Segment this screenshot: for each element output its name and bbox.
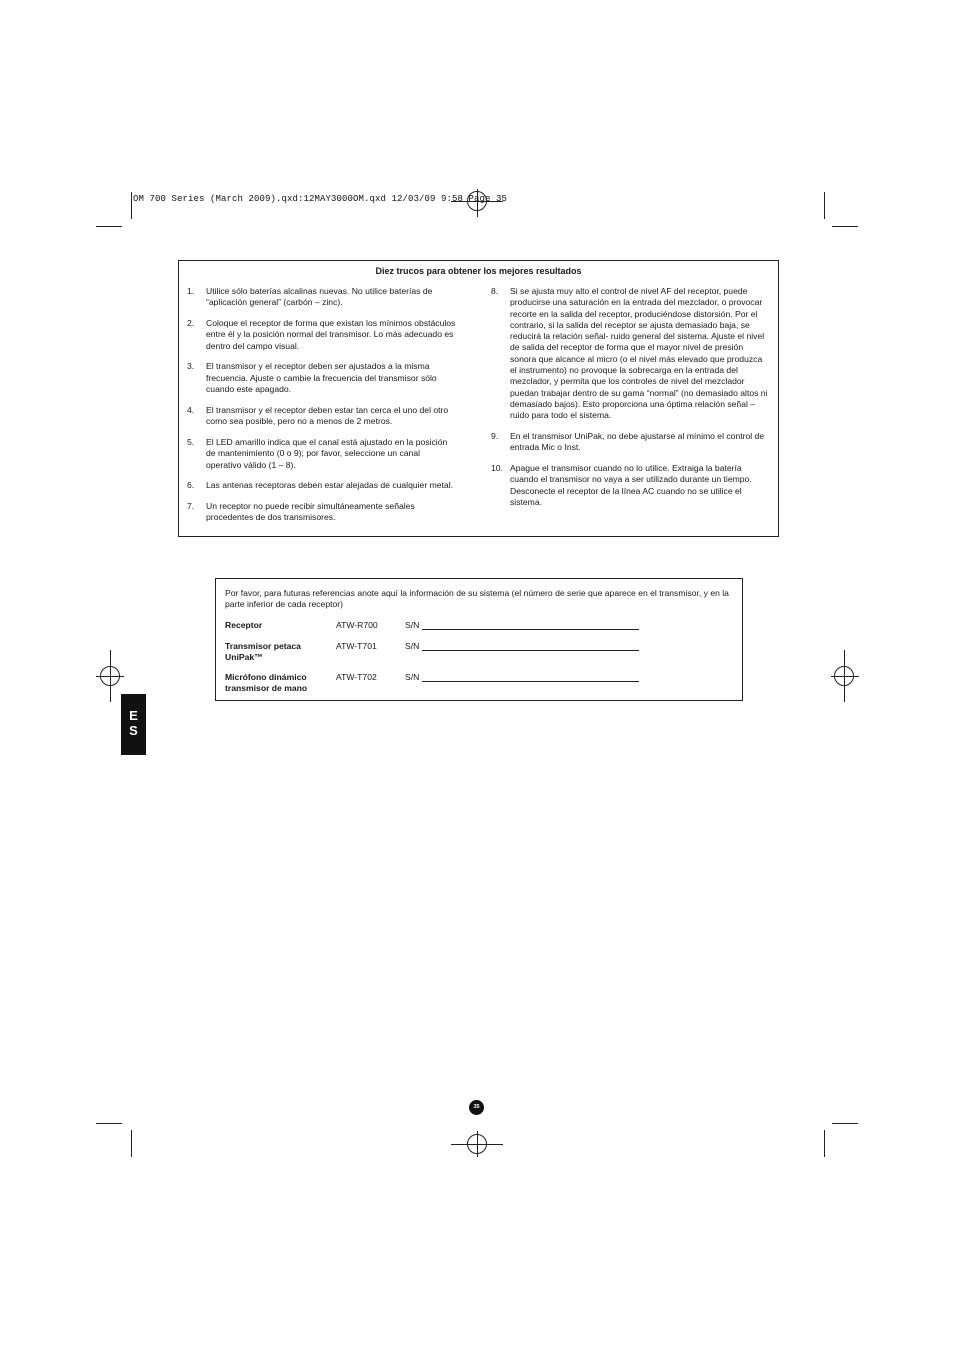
tip-number: 9.	[491, 431, 499, 442]
page-number-badge: 35	[469, 1100, 484, 1115]
tip-item	[187, 480, 457, 491]
tip-text: Coloque el receptor de forma que existan los mínimos obstáculos entre él y la posición normal del transmisor. Lo más adecuado es dentro del campo visual.	[206, 318, 456, 351]
crop-mark-top-left-h	[96, 226, 122, 227]
tip-number: 8.	[491, 286, 499, 296]
serial-number-field[interactable]	[422, 681, 639, 682]
tip-number: 2.	[187, 318, 195, 329]
serial-intro: Por favor, para futuras referencias anote aquí la información de su sistema (el número de serie que aparece en el transmisor, y en la parte inferior de cada receptor)	[225, 588, 729, 610]
tips-left-column	[187, 286, 457, 533]
tip-text: El transmisor y el receptor deben ser ajustados a la misma frecuencia. Ajuste o cambie la frecuencia del transmisor sólo cuando este apagado.	[206, 361, 437, 395]
serial-number-box	[215, 578, 743, 701]
serial-row-model: ATW-T701	[336, 641, 377, 651]
serial-number-field[interactable]	[422, 629, 639, 630]
serial-number-field[interactable]	[422, 650, 639, 651]
serial-row-label: Receptor	[225, 620, 263, 630]
crop-mark-bottom-left-v	[131, 1130, 132, 1157]
serial-row-prefix: S/N	[405, 641, 420, 651]
crop-mark-top-right-v	[824, 192, 825, 219]
tip-item	[187, 501, 457, 524]
tip-number: 7.	[187, 501, 195, 512]
tip-text: El transmisor y el receptor deben estar tan cerca el uno del otro como sea posible, pero no a menos de 2 metros.	[206, 404, 449, 427]
tip-number: 6.	[187, 480, 195, 491]
tip-item	[491, 463, 769, 508]
serial-row-label: Micrófono dinámico transmisor de mano	[225, 672, 308, 693]
crop-mark-bottom-right-v	[824, 1130, 825, 1157]
tip-number: 3.	[187, 361, 195, 372]
tip-text: Las antenas receptoras deben estar alejadas de cualquier metal.	[206, 480, 453, 491]
tip-number: 1.	[187, 286, 195, 296]
serial-row-microfono	[225, 672, 735, 698]
tips-right-column	[491, 286, 769, 518]
tip-text: En el transmisor UniPak, no debe ajustarse al mínimo el control de entrada Mic o Inst.	[510, 431, 765, 453]
tip-number: 5.	[187, 436, 195, 447]
tip-item	[187, 437, 457, 471]
serial-row-model: ATW-R700	[336, 620, 378, 630]
tip-number: 10.	[491, 463, 503, 474]
tip-item	[187, 286, 457, 309]
tip-item	[491, 286, 769, 422]
tips-box	[178, 260, 779, 537]
serial-row-prefix: S/N	[405, 672, 420, 682]
crop-mark-bottom-left-h	[96, 1123, 122, 1124]
crop-mark-bottom-right-h	[832, 1123, 858, 1124]
serial-row-prefix: S/N	[405, 620, 420, 630]
tip-item	[187, 361, 457, 395]
serial-row-label: Transmisor petaca UniPak™	[225, 641, 301, 662]
tip-text: Si se ajusta muy alto el control de nivel AF del receptor, puede producirse una saturación en la entrada del mezclador, o provocar recorte en la salida del receptor, produciéndose distorsión. Por el contrario, si la salida del receptor se ajusta demasiado baja, se reducirá la relación señal- ruido general del sistema. Ajuste el nivel de salida del receptor de forma que el mayor nivel de presión sonora que alcance al micro (o el nivel más elevado que produzca el instrumento) no provoque la sobrecarga en la entrada del mezclador, y permita que los controles de nivel del mezclador puedan trabajar dentro de su gama “normal” (no demasiado altos ni demasiado bajos). Esto proporciona una óptima relación señal – ruido para todo el sistema.	[510, 286, 768, 421]
tip-text: Apague el transmisor cuando no lo utilice. Extraiga la batería cuando el transmisor no vaya a ser utilizado durante un tiempo. Desconecte el receptor de la línea AC cuando no se utilice el sistema.	[510, 463, 752, 508]
printer-slug-line: OM 700 Series (March 2009).qxd:12MAY3000OM.qxd 12/03/09 9:58 Page 35	[133, 194, 508, 204]
language-tab-letter: E	[129, 708, 138, 723]
crop-mark-top-left-v	[131, 192, 132, 219]
tips-title: Diez trucos para obtener los mejores resultados	[375, 266, 582, 276]
tip-item	[491, 431, 769, 454]
tip-item	[187, 318, 457, 352]
tip-text: Utilice sólo baterías alcalinas nuevas. No utilice baterías de “aplicación general” (carbón – zinc).	[206, 286, 433, 308]
tip-text: El LED amarillo indica que el canal está ajustado en la posición de mantenimiento (0 o 9); por favor, seleccione un canal operativo válido (1 – 8).	[206, 436, 448, 470]
language-tab	[121, 694, 146, 755]
tip-item	[187, 405, 457, 428]
serial-row-transmisor-petaca	[225, 641, 735, 667]
serial-row-model: ATW-T702	[336, 672, 377, 682]
crop-mark-top-right-h	[832, 226, 858, 227]
tip-number: 4.	[187, 404, 195, 415]
language-tab-letter: S	[129, 723, 138, 738]
tip-text: Un receptor no puede recibir simultáneamente señales procedentes de dos transmisores.	[206, 501, 415, 523]
